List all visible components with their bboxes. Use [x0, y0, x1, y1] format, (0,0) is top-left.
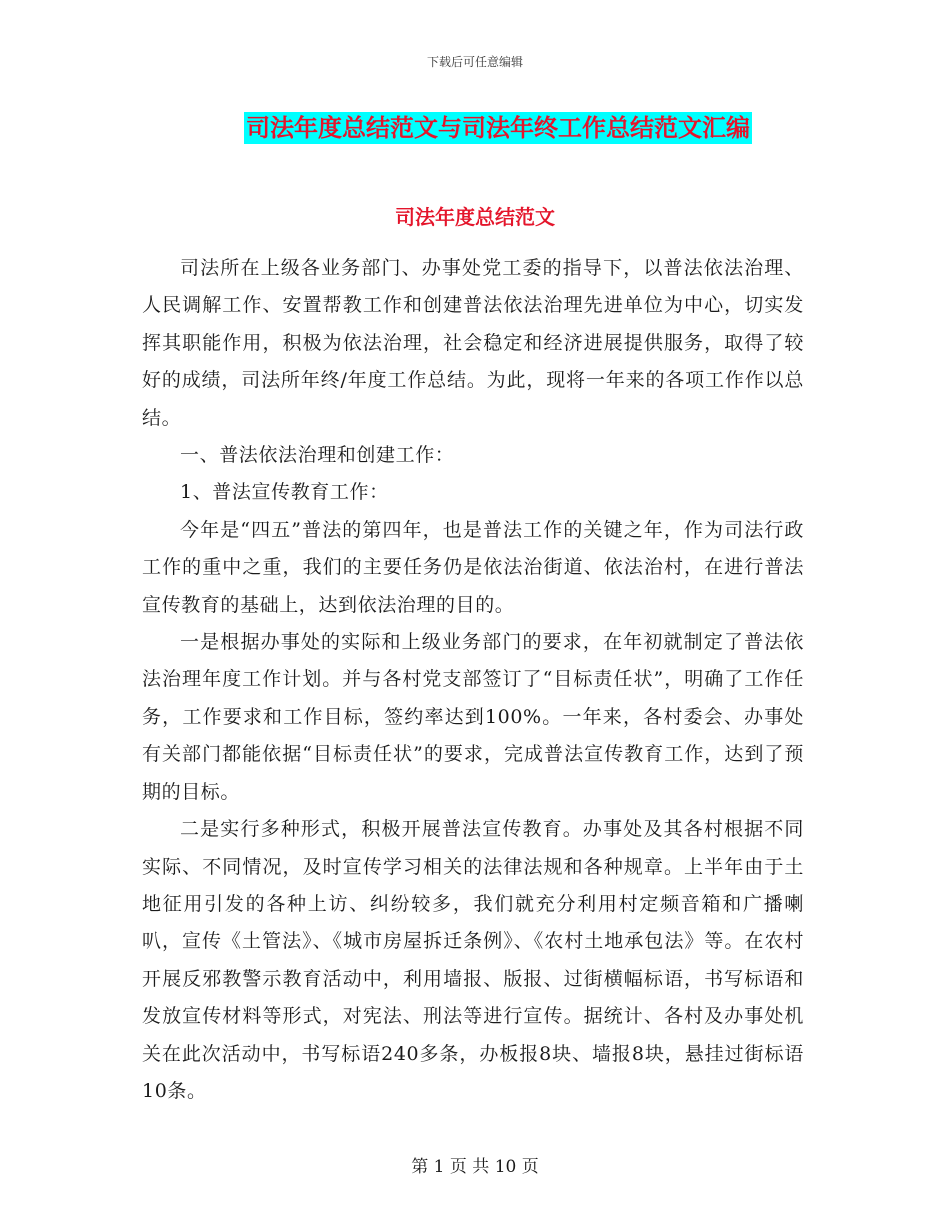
paragraph: 今年是“四五”普法的第四年，也是普法工作的关键之年，作为司法行政工作的重中之重，我们的主要任务仍是依法治街道、依法治村，在进行普法宣传教育的基础上，达到依法治理的目的。: [142, 518, 804, 616]
section-title: 司法年度总结范文: [395, 205, 555, 229]
paragraph: 一、普法依法治理和创建工作：: [180, 444, 455, 467]
paragraph: 二是实行多种形式，积极开展普法宣传教育。办事处及其各村根据不同实际、不同情况，及时宣传学习相关的法律法规和各种规章。上半年由于土地征用引发的各种上访、纠纷较多，我们就充分利用村定频音箱和广播喇叭，宣传《土管法》、《城市房屋拆迁条例》、《农村土地承包法》等。在农村开展反邪教警示教育活动中，利用墙报、版报、过街横幅标语，书写标语和发放宣传材料等形式，对宪法、刑法等进行宣传。据统计、各村及办事处机关在此次活动中，书写标语240多条，办板报8块、墙报8块，悬挂过街标语10条。: [142, 818, 804, 1102]
page-number-footer: 第 1 页 共 10 页: [411, 1157, 539, 1177]
page-header-note: 下载后可任意编辑: [426, 55, 523, 69]
paragraph: 司法所在上级各业务部门、办事处党工委的指导下，以普法依法治理、人民调解工作、安置帮教工作和创建普法依法治理先进单位为中心，切实发挥其职能作用，积极为依法治理，社会稳定和经济进展提供服务，取得了较好的成绩，司法所年终/年度工作总结。为此，现将一年来的各项工作作以总结。: [142, 257, 804, 429]
main-title-container: [0, 112, 950, 144]
document-main-title: 司法年度总结范文与司法年终工作总结范文汇编: [246, 114, 750, 142]
paragraph: 一是根据办事处的实际和上级业务部门的要求，在年初就制定了普法依法治理年度工作计划。并与各村党支部签订了“目标责任状”，明确了工作任务，工作要求和工作目标，签约率达到100%。一年来，各村委会、办事处有关部门都能依据“目标责任状”的要求，完成普法宣传教育工作，达到了预期的目标。: [142, 631, 804, 803]
document-body: [142, 250, 804, 1110]
paragraph: 1、普法宣传教育工作：: [180, 481, 389, 504]
